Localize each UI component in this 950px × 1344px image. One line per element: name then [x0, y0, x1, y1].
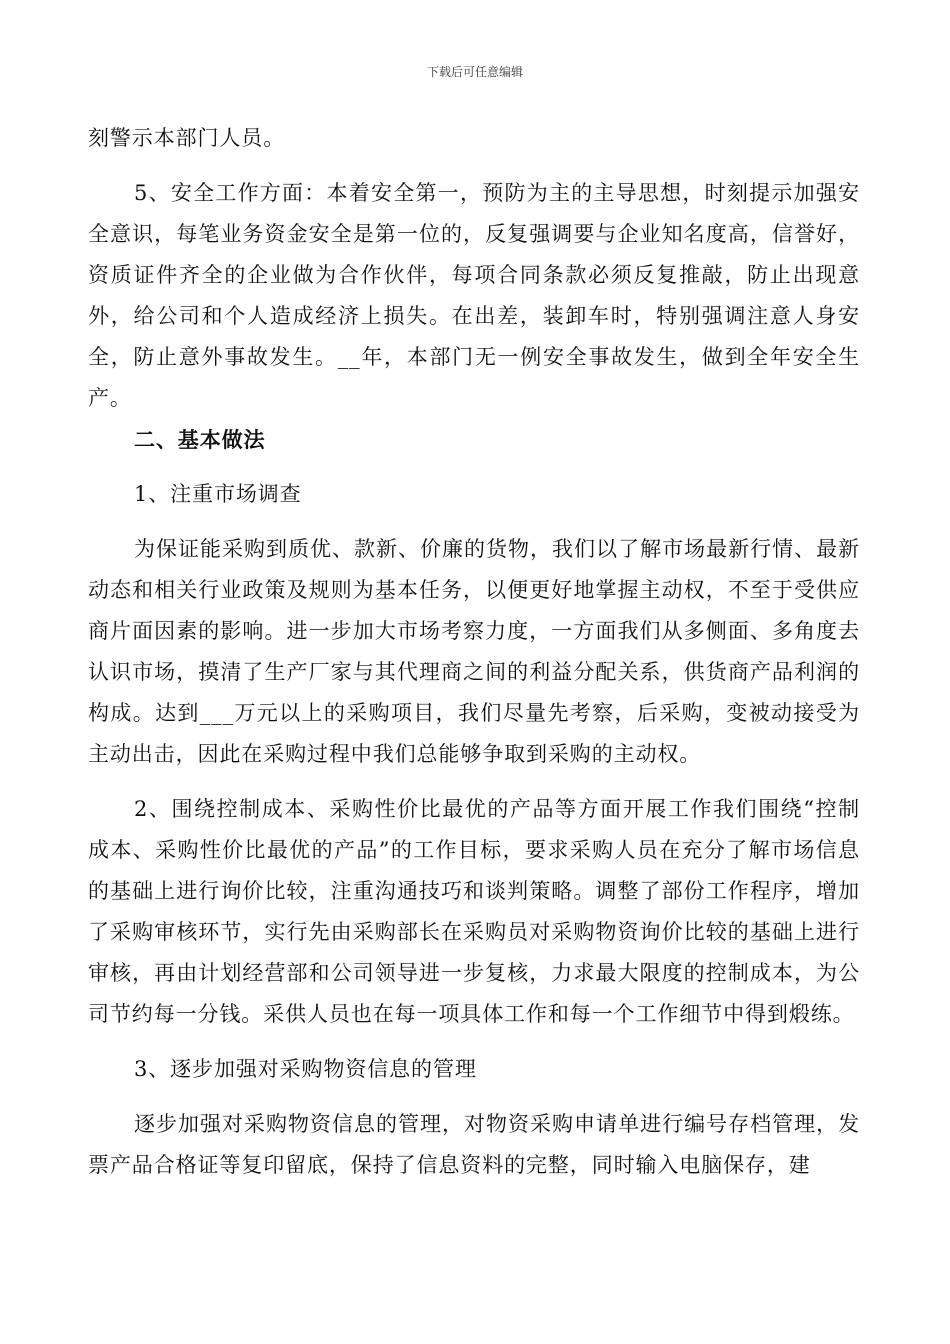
paragraph-market-research: 为保证能采购到质优、款新、价廉的货物，我们以了解市场最新行情、最新动态和相关行业政策及规则为基本任务，以便更好地掌握主动权，不至于受供应商片面因素的影响。进一步加大市场考察力度，一方面我们从多侧面、多角度去认识市场，摸清了生产厂家与其代理商之间的利益分配关系，供货商产品利润的构成。达到___万元以上的采购项目，我们尽量先考察，后采购，变被动接受为主动出击，因此在采购过程中我们总能够争取到采购的主动权。	[88, 537, 860, 766]
paragraph-continuation: 刻警示本部门人员。	[88, 126, 286, 150]
document-body	[88, 118, 860, 1186]
paragraph-info-management: 逐步加强对采购物资信息的管理，对物资采购申请单进行编号存档管理，发票产品合格证等复印留底，保持了信息资料的完整，同时输入电脑保存，建	[88, 1112, 860, 1177]
subheading-market-research: 1、注重市场调查	[134, 482, 302, 506]
subheading-info-management: 3、逐步加强对采购物资信息的管理	[134, 1057, 477, 1081]
paragraph-safety-work: 5、安全工作方面：本着安全第一，预防为主的主导思想，时刻提示加强安全意识，每笔业务资金安全是第一位的，反复强调要与企业知名度高，信誉好，资质证件齐全的企业做为合作伙伴，每项合同条款必须反复推敲，防止出现意外，给公司和个人造成经济上损失。在出差，装卸车时，特别强调注意人身安全，防止意外事故发生。__年，本部门无一例安全事故发生，做到全年安全生产。	[88, 181, 860, 410]
section-heading-basic-methods: 二、基本做法	[134, 427, 266, 452]
page-header: 下载后可任意编辑	[426, 65, 523, 79]
paragraph-cost-control: 2、围绕控制成本、采购性价比最优的产品等方面开展工作我们围绕“控制成本、采购性价比最优的产品”的工作目标，要求采购人员在充分了解市场信息的基础上进行询价比较，注重沟通技巧和谈判策略。调整了部份工作程序，增加了采购审核环节，实行先由采购部长在采购员对采购物资询价比较的基础上进行审核，再由计划经营部和公司领导进一步复核，力求最大限度的控制成本，为公司节约每一分钱。采供人员也在每一项具体工作和每一个工作细节中得到煅练。	[88, 797, 860, 1026]
